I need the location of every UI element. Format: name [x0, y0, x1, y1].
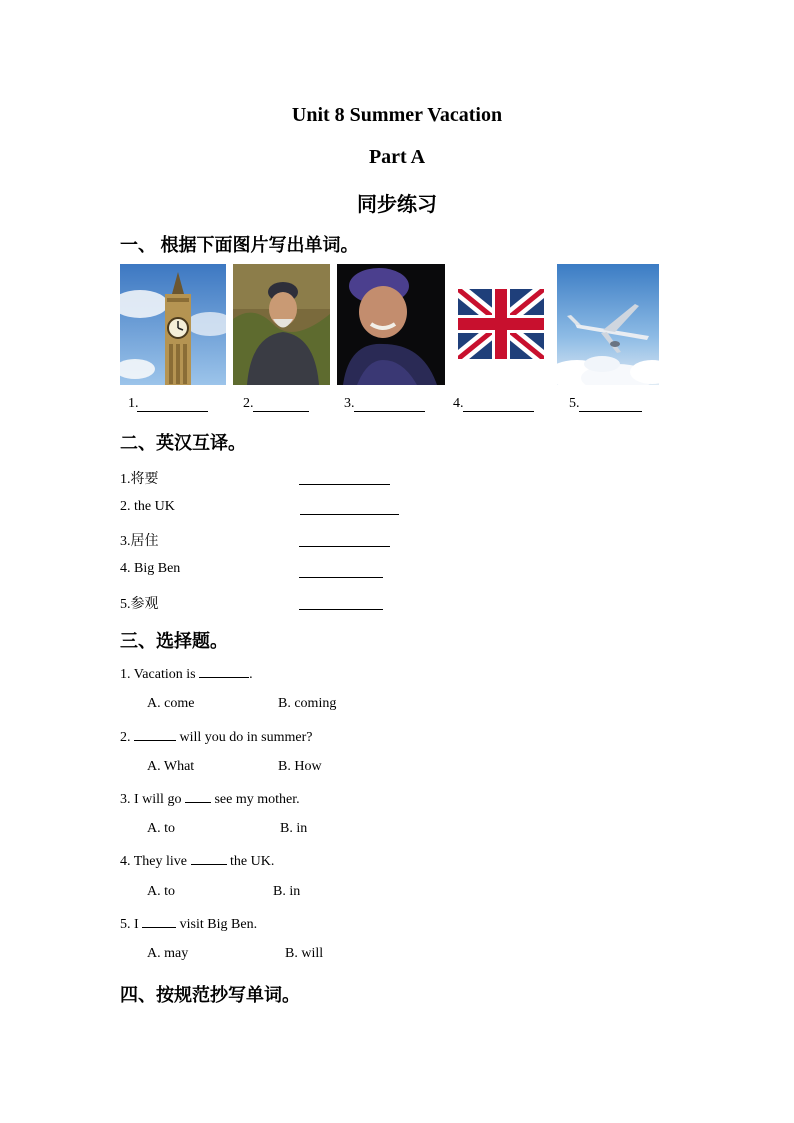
question-1-blank[interactable]: [199, 665, 249, 678]
question-3-pre: 3. I will go: [120, 792, 185, 807]
answer-blank-1[interactable]: [137, 411, 208, 412]
question-1-option-b[interactable]: B. coming: [278, 696, 337, 711]
question-5-blank[interactable]: [142, 915, 176, 928]
question-4-option-a[interactable]: A. to: [147, 884, 175, 899]
big-ben-icon: [120, 264, 226, 385]
translate-item-1: 1.将要: [120, 472, 159, 487]
translate-item-2: 2. the UK: [120, 499, 175, 514]
old-man-icon: [233, 264, 330, 385]
question-4-pre: 4. They live: [120, 854, 191, 869]
uk-flag-icon: [458, 289, 544, 359]
subtitle: 同步练习: [357, 194, 437, 216]
pic-number-1: 1.: [128, 396, 139, 411]
answer-blank-3[interactable]: [354, 411, 425, 412]
translate-item-5: 5.参观: [120, 597, 159, 612]
airplane-icon: [557, 264, 659, 385]
question-4-blank[interactable]: [191, 852, 227, 865]
question-5-option-b[interactable]: B. will: [285, 946, 324, 961]
answer-blank-4[interactable]: [463, 411, 534, 412]
question-5-post: visit Big Ben.: [176, 917, 258, 932]
question-5: [120, 915, 257, 933]
pic-number-5: 5.: [569, 396, 580, 411]
question-4: [120, 852, 274, 870]
question-1-option-a[interactable]: A. come: [147, 696, 195, 711]
pic-number-3: 3.: [344, 396, 355, 411]
question-3-post: see my mother.: [210, 792, 300, 807]
pic-number-2: 2.: [243, 396, 254, 411]
question-1-post: .: [249, 667, 253, 682]
translate-item-3: 3.居住: [120, 534, 159, 549]
question-3: [120, 790, 300, 808]
question-2-pre: 2.: [120, 730, 134, 745]
translate-blank-1[interactable]: [299, 484, 390, 485]
question-3-option-a[interactable]: A. to: [147, 821, 175, 836]
pic-number-4: 4.: [453, 396, 464, 411]
question-3-blank[interactable]: [185, 790, 211, 803]
question-2-option-b[interactable]: B. How: [278, 759, 322, 774]
question-4-option-b[interactable]: B. in: [273, 884, 301, 899]
answer-blank-2[interactable]: [253, 411, 309, 412]
translate-item-4: 4. Big Ben: [120, 561, 181, 576]
question-2-option-a[interactable]: A. What: [147, 759, 195, 774]
translate-blank-4[interactable]: [299, 577, 383, 578]
question-4-post: the UK.: [226, 854, 275, 869]
answer-blank-5[interactable]: [579, 411, 642, 412]
question-1-pre: 1. Vacation is: [120, 667, 200, 682]
question-5-option-a[interactable]: A. may: [147, 946, 189, 961]
question-2-blank[interactable]: [134, 728, 176, 741]
old-woman-icon: [337, 264, 445, 385]
part-label: Part A: [368, 146, 426, 168]
question-1: [120, 665, 253, 683]
question-2: [120, 728, 313, 746]
page-title: Unit 8 Summer Vacation: [291, 104, 503, 126]
section3-heading: 三、选择题。: [120, 631, 228, 651]
translate-blank-2[interactable]: [300, 514, 399, 515]
section2-heading: 二、英汉互译。: [120, 433, 246, 453]
question-2-post: will you do in summer?: [176, 730, 313, 745]
section4-heading: 四、按规范抄写单词。: [120, 985, 300, 1005]
translate-blank-5[interactable]: [299, 609, 383, 610]
translate-blank-3[interactable]: [299, 546, 390, 547]
section1-heading: 一、 根据下面图片写出单词。: [120, 235, 359, 255]
question-3-option-b[interactable]: B. in: [280, 821, 308, 836]
question-5-pre: 5. I: [120, 917, 143, 932]
